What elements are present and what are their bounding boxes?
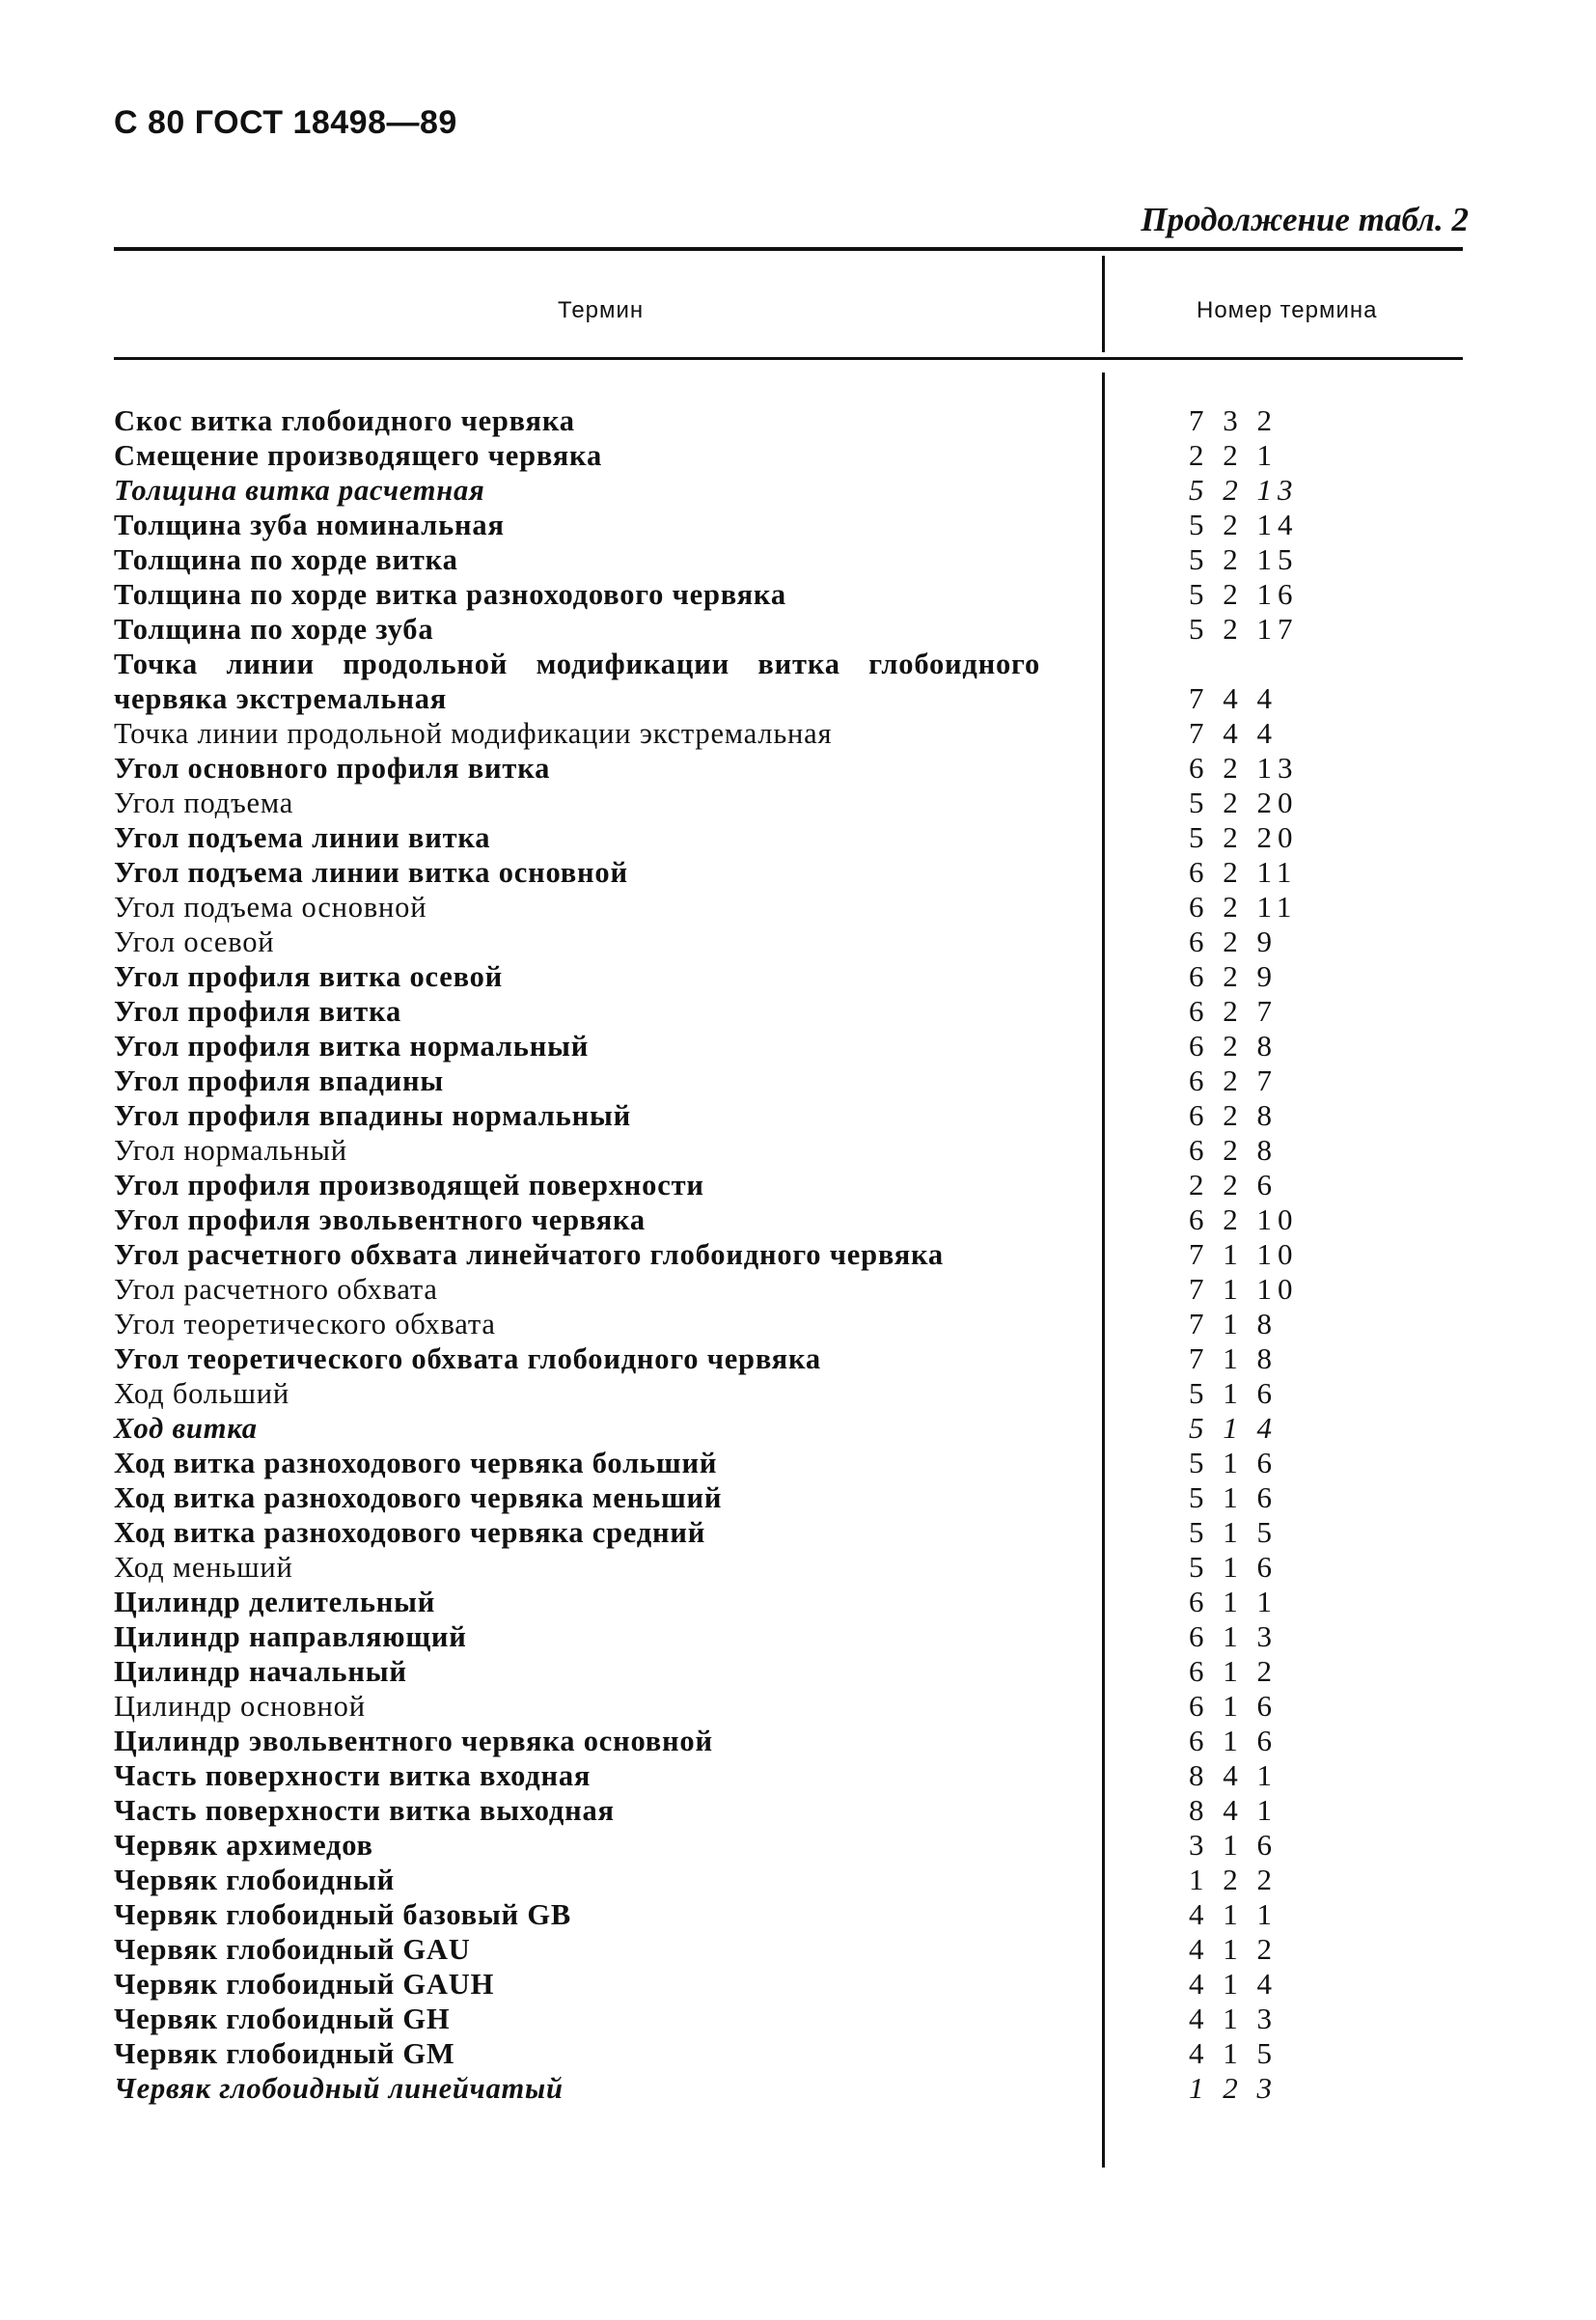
term-number-cell: 5 1 5 bbox=[1189, 1515, 1278, 1549]
term-cell: Угол подъема линии витка основной bbox=[114, 856, 628, 889]
term-cell: Толщина по хорде витка разноходового червяка bbox=[114, 578, 786, 611]
term-cell: Червяк глобоидный базовый GB bbox=[114, 1898, 572, 1931]
term-cell: Угол подъема bbox=[114, 787, 294, 819]
table-row bbox=[114, 751, 1463, 786]
table-row bbox=[114, 890, 1463, 925]
term-number-cell: 8 4 1 bbox=[1189, 1793, 1278, 1827]
term-cell: Червяк глобоидный GAUH bbox=[114, 1968, 495, 2001]
term-cell: Угол профиля витка нормальный bbox=[114, 1030, 590, 1063]
table-row bbox=[114, 577, 1463, 612]
table-row bbox=[114, 403, 1463, 438]
term-number-cell: 1 2 3 bbox=[1189, 2071, 1278, 2105]
term-number-cell: 7 3 2 bbox=[1189, 403, 1278, 437]
term-number-cell: 5 2 15 bbox=[1189, 542, 1299, 576]
table-row bbox=[114, 1411, 1463, 1446]
term-cell: Угол теоретического обхвата глобоидного червяка bbox=[114, 1342, 821, 1375]
table-row bbox=[114, 1828, 1463, 1863]
term-number-cell: 6 1 6 bbox=[1189, 1724, 1278, 1757]
term-cell: Часть поверхности витка выходная bbox=[114, 1794, 615, 1827]
term-cell: Угол нормальный bbox=[114, 1134, 347, 1167]
term-cell: Ход больший bbox=[114, 1377, 290, 1410]
term-number-cell: 5 2 13 bbox=[1189, 473, 1299, 507]
term-cell: Угол профиля впадины bbox=[114, 1064, 444, 1097]
table-row bbox=[114, 1029, 1463, 1063]
table-row bbox=[114, 1967, 1463, 2002]
table-row bbox=[114, 612, 1463, 647]
table-row bbox=[114, 959, 1463, 994]
term-number-cell: 6 2 9 bbox=[1189, 925, 1278, 958]
term-number-cell: 7 4 4 bbox=[1189, 681, 1278, 715]
table-continuation-label: Продолжение табл. 2 bbox=[1141, 201, 1469, 238]
term-cell: Угол осевой bbox=[114, 925, 275, 958]
table-row bbox=[114, 1515, 1463, 1550]
term-number-cell: 6 1 1 bbox=[1189, 1585, 1278, 1618]
term-number-cell: 5 2 17 bbox=[1189, 612, 1299, 646]
term-number-cell: 6 2 11 bbox=[1189, 855, 1298, 889]
table-row bbox=[114, 647, 1463, 716]
term-cell: Ход витка разноходового червяка средний bbox=[114, 1516, 706, 1549]
table-top-rule bbox=[114, 247, 1463, 251]
term-cell: Угол расчетного обхвата bbox=[114, 1273, 438, 1306]
term-number-cell: 5 2 20 bbox=[1189, 820, 1299, 854]
term-number-cell: 1 2 2 bbox=[1189, 1863, 1278, 1896]
term-number-cell: 4 1 4 bbox=[1189, 1967, 1278, 2001]
term-cell: Ход меньший bbox=[114, 1551, 293, 1584]
term-number-cell: 5 1 6 bbox=[1189, 1480, 1278, 1514]
table-row bbox=[114, 855, 1463, 890]
term-cell: Цилиндр начальный bbox=[114, 1655, 407, 1688]
term-number-cell: 5 1 6 bbox=[1189, 1376, 1278, 1410]
term-cell: Ход витка разноходового червяка больший bbox=[114, 1447, 718, 1479]
term-number-cell: 5 1 6 bbox=[1189, 1550, 1278, 1584]
table-row bbox=[114, 1480, 1463, 1515]
table-row bbox=[114, 1202, 1463, 1237]
term-cell: Цилиндр эвольвентного червяка основной bbox=[114, 1725, 713, 1757]
term-number-cell: 6 2 8 bbox=[1189, 1029, 1278, 1063]
table-row bbox=[114, 786, 1463, 820]
table-row bbox=[114, 1724, 1463, 1758]
table-row bbox=[114, 542, 1463, 577]
term-number-cell: 5 1 6 bbox=[1189, 1446, 1278, 1479]
table-row bbox=[114, 820, 1463, 855]
term-number-cell: 4 1 1 bbox=[1189, 1897, 1278, 1931]
table-row bbox=[114, 1237, 1463, 1272]
term-number-cell: 7 1 8 bbox=[1189, 1341, 1278, 1375]
term-cell: Червяк архимедов bbox=[114, 1829, 373, 1862]
term-number-cell: 3 1 6 bbox=[1189, 1828, 1278, 1862]
table-row bbox=[114, 2036, 1463, 2071]
table-row bbox=[114, 925, 1463, 959]
table-row bbox=[114, 1307, 1463, 1341]
term-number-cell: 5 2 14 bbox=[1189, 508, 1299, 541]
header-column-divider bbox=[1102, 256, 1105, 352]
table-row bbox=[114, 1133, 1463, 1168]
term-cell: Толщина по хорде зуба bbox=[114, 613, 434, 646]
table-row bbox=[114, 1654, 1463, 1689]
term-number-cell: 6 1 3 bbox=[1189, 1619, 1278, 1653]
table-row bbox=[114, 1585, 1463, 1619]
term-number-cell: 5 1 4 bbox=[1189, 1411, 1278, 1445]
term-cell: Смещение производящего червяка bbox=[114, 439, 602, 472]
term-number-cell: 7 4 4 bbox=[1189, 716, 1278, 750]
term-number-cell: 4 1 5 bbox=[1189, 2036, 1278, 2070]
table-row bbox=[114, 2071, 1463, 2106]
term-cell: Угол профиля витка осевой bbox=[114, 960, 504, 993]
term-cell: Цилиндр основной bbox=[114, 1690, 366, 1723]
term-number-cell: 7 1 8 bbox=[1189, 1307, 1278, 1340]
term-cell: Толщина по хорде витка bbox=[114, 543, 458, 576]
page-header: С 80 ГОСТ 18498—89 bbox=[114, 104, 457, 141]
term-number-cell: 6 2 13 bbox=[1189, 751, 1299, 785]
term-cell: Червяк глобоидный GM bbox=[114, 2037, 455, 2070]
term-number-cell: 5 2 16 bbox=[1189, 577, 1299, 611]
term-number-cell: 6 1 6 bbox=[1189, 1689, 1278, 1723]
term-cell: Часть поверхности витка входная bbox=[114, 1759, 592, 1792]
term-cell: Скос витка глобоидного червяка bbox=[114, 404, 575, 437]
term-number-cell: 6 2 9 bbox=[1189, 959, 1278, 993]
column-header-term: Термин bbox=[558, 297, 645, 323]
term-cell: Червяк глобоидный GH bbox=[114, 2002, 451, 2035]
term-cell: Угол профиля эвольвентного червяка bbox=[114, 1203, 646, 1236]
term-cell: Точка линии продольной модификации витка глобоидного червяка экстремальная bbox=[114, 648, 1040, 715]
term-number-cell: 6 2 7 bbox=[1189, 1063, 1278, 1097]
table-row bbox=[114, 1758, 1463, 1793]
terms-table-body bbox=[114, 403, 1463, 2106]
term-cell: Угол подъема основной bbox=[114, 891, 427, 924]
term-number-cell: 6 2 8 bbox=[1189, 1133, 1278, 1167]
table-row bbox=[114, 1341, 1463, 1376]
table-row bbox=[114, 438, 1463, 473]
term-cell: Угол подъема линии витка bbox=[114, 821, 491, 854]
term-cell: Толщина зуба номинальная bbox=[114, 509, 505, 541]
term-cell: Червяк глобоидный bbox=[114, 1864, 395, 1896]
term-cell: Угол профиля витка bbox=[114, 995, 402, 1028]
term-number-cell: 5 2 20 bbox=[1189, 786, 1299, 819]
term-cell: Угол профиля впадины нормальный bbox=[114, 1099, 631, 1132]
table-row bbox=[114, 1063, 1463, 1098]
table-row bbox=[114, 1168, 1463, 1202]
term-cell: Ход витка bbox=[114, 1412, 258, 1445]
term-number-cell: 2 2 1 bbox=[1189, 438, 1278, 472]
term-number-cell: 6 2 10 bbox=[1189, 1202, 1299, 1236]
term-cell: Толщина витка расчетная bbox=[114, 474, 485, 507]
table-row bbox=[114, 1689, 1463, 1724]
table-row bbox=[114, 1098, 1463, 1133]
table-row bbox=[114, 1619, 1463, 1654]
term-cell: Угол профиля производящей поверхности bbox=[114, 1169, 704, 1201]
table-row bbox=[114, 1446, 1463, 1480]
term-number-cell: 7 1 10 bbox=[1189, 1272, 1299, 1306]
term-cell: Цилиндр направляющий bbox=[114, 1620, 467, 1653]
table-row bbox=[114, 508, 1463, 542]
table-row bbox=[114, 473, 1463, 508]
table-row bbox=[114, 716, 1463, 751]
term-cell: Ход витка разноходового червяка меньший bbox=[114, 1481, 723, 1514]
term-number-cell: 4 1 2 bbox=[1189, 1932, 1278, 1966]
term-number-cell: 8 4 1 bbox=[1189, 1758, 1278, 1792]
column-header-number: Номер термина bbox=[1197, 297, 1378, 323]
table-row bbox=[114, 1863, 1463, 1897]
table-row bbox=[114, 1793, 1463, 1828]
term-number-cell: 6 2 8 bbox=[1189, 1098, 1278, 1132]
term-cell: Цилиндр делительный bbox=[114, 1586, 436, 1618]
term-cell: Угол расчетного обхвата линейчатого глобоидного червяка bbox=[114, 1238, 944, 1271]
term-cell: Точка линии продольной модификации экстремальная bbox=[114, 717, 833, 750]
term-cell: Угол основного профиля витка bbox=[114, 752, 551, 785]
term-cell: Угол теоретического обхвата bbox=[114, 1308, 496, 1340]
term-number-cell: 6 2 7 bbox=[1189, 994, 1278, 1028]
term-number-cell: 6 2 11 bbox=[1189, 890, 1298, 924]
table-row bbox=[114, 1932, 1463, 1967]
table-header-rule bbox=[114, 357, 1463, 360]
table-row bbox=[114, 1550, 1463, 1585]
term-number-cell: 6 1 2 bbox=[1189, 1654, 1278, 1688]
table-row bbox=[114, 1272, 1463, 1307]
term-number-cell: 7 1 10 bbox=[1189, 1237, 1299, 1271]
term-cell: Червяк глобоидный GAU bbox=[114, 1933, 471, 1966]
term-cell: Червяк глобоидный линейчатый bbox=[114, 2072, 564, 2105]
table-row bbox=[114, 1376, 1463, 1411]
term-number-cell: 4 1 3 bbox=[1189, 2002, 1278, 2035]
table-row bbox=[114, 2002, 1463, 2036]
table-row bbox=[114, 994, 1463, 1029]
term-number-cell: 2 2 6 bbox=[1189, 1168, 1278, 1201]
table-row bbox=[114, 1897, 1463, 1932]
